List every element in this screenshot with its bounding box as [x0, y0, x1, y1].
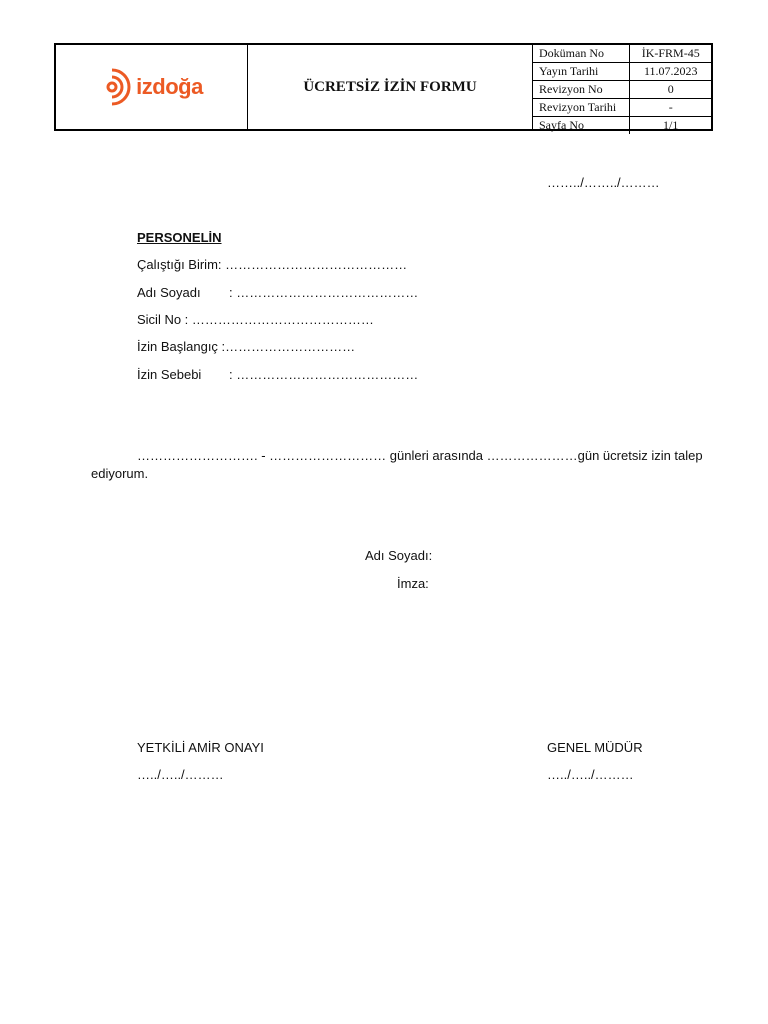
logo-text: izdoğa — [136, 74, 203, 99]
signature-name-label: Adı Soyadı: — [365, 548, 433, 563]
meta-value: - — [630, 99, 711, 117]
meta-label: Revizyon No — [533, 81, 630, 99]
name-label: Adı Soyadı — [137, 285, 201, 300]
reason-field[interactable]: : …………………………………… — [229, 367, 419, 382]
document-header — [54, 43, 713, 131]
sicil-field[interactable]: Sicil No : …………………………………… — [137, 312, 374, 327]
form-date[interactable]: ……../……../……… — [547, 175, 660, 190]
meta-label: Revizyon Tarihi — [533, 99, 630, 117]
signature-sign-label: İmza: — [397, 576, 429, 591]
meta-row — [533, 63, 711, 81]
name-field[interactable]: : …………………………………… — [229, 285, 419, 300]
supervisor-approval-title: YETKİLİ AMİR ONAYI — [137, 740, 264, 755]
general-manager-date[interactable]: …../…../……… — [547, 767, 634, 782]
signal-icon — [100, 67, 134, 107]
unit-field[interactable]: Çalıştığı Birim: …………………………………… — [137, 257, 408, 272]
document-meta-table — [533, 45, 711, 134]
meta-row — [533, 117, 711, 135]
meta-row — [533, 81, 711, 99]
meta-row — [533, 99, 711, 117]
start-date-field[interactable]: İzin Başlangıç :………………………… — [137, 339, 356, 354]
meta-row — [533, 45, 711, 63]
meta-value: 11.07.2023 — [630, 63, 711, 81]
company-logo — [100, 67, 203, 107]
meta-label: Doküman No — [533, 45, 630, 63]
logo-cell — [56, 45, 248, 129]
meta-label: Sayfa No — [533, 117, 630, 135]
request-line-2: ediyorum. — [91, 466, 149, 481]
general-manager-title: GENEL MÜDÜR — [547, 740, 643, 755]
meta-value: İK-FRM-45 — [630, 45, 711, 63]
personnel-heading: PERSONELİN — [137, 230, 222, 245]
meta-value: 0 — [630, 81, 711, 99]
supervisor-approval-date[interactable]: …../…../……… — [137, 767, 224, 782]
reason-label: İzin Sebebi — [137, 367, 202, 382]
request-line-1[interactable]: ………………………. - ……………………… günleri arasında …………………gün ücretsiz izin talep — [137, 448, 703, 463]
form-title: ÜCRETSİZ İZİN FORMU — [248, 45, 533, 129]
meta-label: Yayın Tarihi — [533, 63, 630, 81]
meta-value: 1/1 — [630, 117, 711, 135]
